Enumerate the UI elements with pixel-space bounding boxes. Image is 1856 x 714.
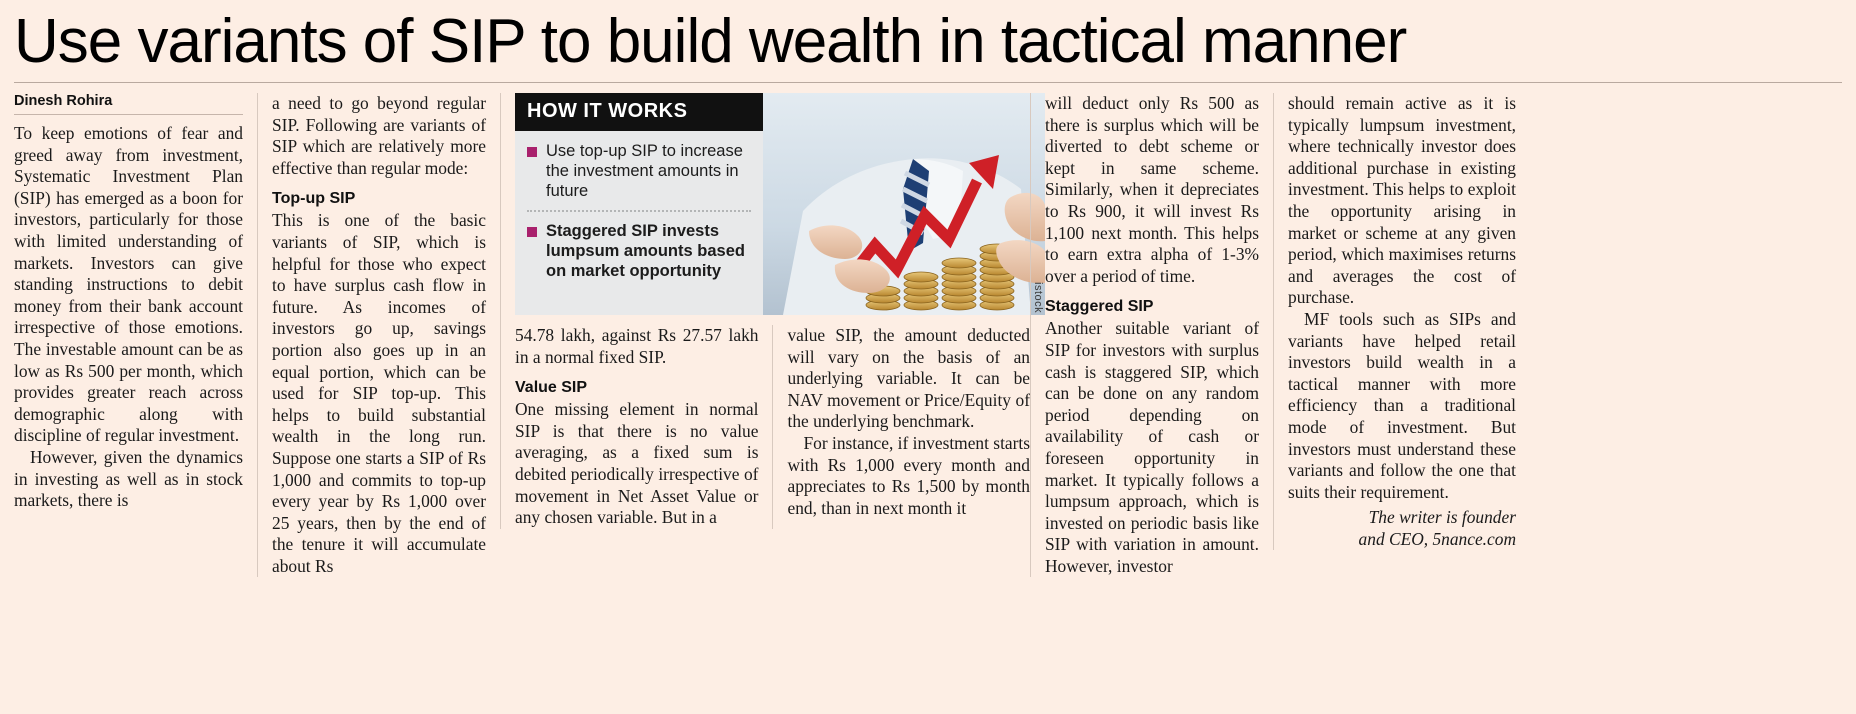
list-item xyxy=(527,141,751,201)
infographic-title: HOW IT WORKS xyxy=(515,93,763,131)
author-credit-line-1: The writer is founder xyxy=(1368,507,1516,528)
headline-divider xyxy=(14,82,1842,83)
column-3b xyxy=(772,325,1030,529)
paragraph: should remain active as it is typically lumpsum investment, where technically investor does additional purchase in existing investment. This helps to exploit the opportunity arising in market or scheme at any given period, which maximises returns and averages the cost of purchase. xyxy=(1288,93,1516,308)
square-bullet-icon xyxy=(527,227,537,237)
column-3-infographic-block xyxy=(500,93,1044,529)
paragraph: 54.78 lakh, against Rs 27.57 lakh in a normal fixed SIP. xyxy=(515,325,759,367)
section-heading-topup-sip: Top-up SIP xyxy=(272,190,356,208)
author-byline: Dinesh Rohira xyxy=(14,93,113,109)
paragraph: a need to go beyond regular SIP. Following are variants of SIP which are relatively more effective than regular mode: xyxy=(272,93,486,178)
page-title: Use variants of SIP to build wealth in tactical manner xyxy=(14,7,1407,76)
paragraph: This is one of the basic variants of SIP, which is helpful for those who expect to have surplus cash flow in future. As incomes of investors go up, savings portion also goes up in an equal portion, which can be used for SIP top-up. This helps to build substantial wealth in the long run. Suppose one starts a SIP of Rs 1,000 and commits to top-up every year by Rs 1,000 over 25 years, then by the end of the tenure it will accumulate about Rs xyxy=(272,210,486,576)
section-heading-value-sip: Value SIP xyxy=(515,379,588,397)
infographic-bullets xyxy=(515,131,763,293)
newspaper-article-page xyxy=(0,6,1856,714)
paragraph: For instance, if investment starts with Rs 1,000 every month and appreciates to Rs 1,500 by month end, than in next month it xyxy=(787,432,1031,518)
bullet-text: Use top-up SIP to increase the investment amounts in future xyxy=(546,142,743,200)
column-2 xyxy=(257,93,500,577)
paragraph: However, given the dynamics in investing as well as in stock markets, there is xyxy=(14,446,243,511)
infographic-subcolumns xyxy=(515,325,1030,529)
column-5 xyxy=(1273,93,1516,550)
article-photo xyxy=(763,93,1045,315)
list-item xyxy=(527,221,751,281)
byline-divider xyxy=(14,114,243,115)
photo-illustration-icon xyxy=(763,93,1045,315)
paragraph: Another suitable variant of SIP for investors with surplus cash is staggered SIP, which can be done on any random period depending on availability of cash or foreseen opportunity in market. It typically follows a lumpsum approach, which is invested on periodic basis like SIP with variation in amount. However, investor xyxy=(1045,318,1259,576)
infographic xyxy=(515,93,1045,315)
bullet-text: Staggered SIP invests lumpsum amounts based on market opportunity xyxy=(546,222,745,280)
square-bullet-icon xyxy=(527,147,537,157)
bullet-divider xyxy=(527,210,751,212)
author-credit-line-2: and CEO, 5nance.com xyxy=(1358,528,1516,549)
paragraph: One missing element in normal SIP is that there is no value averaging, as a fixed sum is debited periodically irrespective of movement in Net Asset Value or any chosen variable. But in a xyxy=(515,399,759,528)
column-3a xyxy=(515,325,772,529)
photo-credit: istock xyxy=(1032,281,1044,313)
section-heading-staggered-sip: Staggered SIP xyxy=(1045,298,1154,316)
paragraph: MF tools such as SIPs and variants have helped retail investors build wealth in a tactical manner with more efficiency than a traditional mode of investment. But investors must understand these variants and follow the one that suits their requirement. xyxy=(1288,308,1516,502)
infographic-panel xyxy=(515,93,763,315)
paragraph: To keep emotions of fear and greed away from investment, Systematic Investment Plan (SIP) has emerged as a boon for investors, particularly for those with limited understanding of markets. Investors can give standing instructions to debit money from their bank account irrespective of those emotions. The investable amount can be as low as Rs 500 per month, which provides greater reach across demographic along with discipline of regular investment. xyxy=(14,123,243,446)
column-1 xyxy=(14,93,257,512)
paragraph: value SIP, the amount deducted will vary on the basis of an underlying variable. It can be NAV movement or Price/Equity of the underlying benchmark. xyxy=(787,325,1030,432)
column-4 xyxy=(1030,93,1273,577)
article-columns xyxy=(14,93,1842,577)
paragraph: will deduct only Rs 500 as there is surplus which will be diverted to debt scheme or kept in same scheme. Similarly, when it depreciates to Rs 900, it will invest Rs 1,100 next month. This helps to earn extra alpha of 1-3% over a period of time. xyxy=(1045,93,1259,286)
